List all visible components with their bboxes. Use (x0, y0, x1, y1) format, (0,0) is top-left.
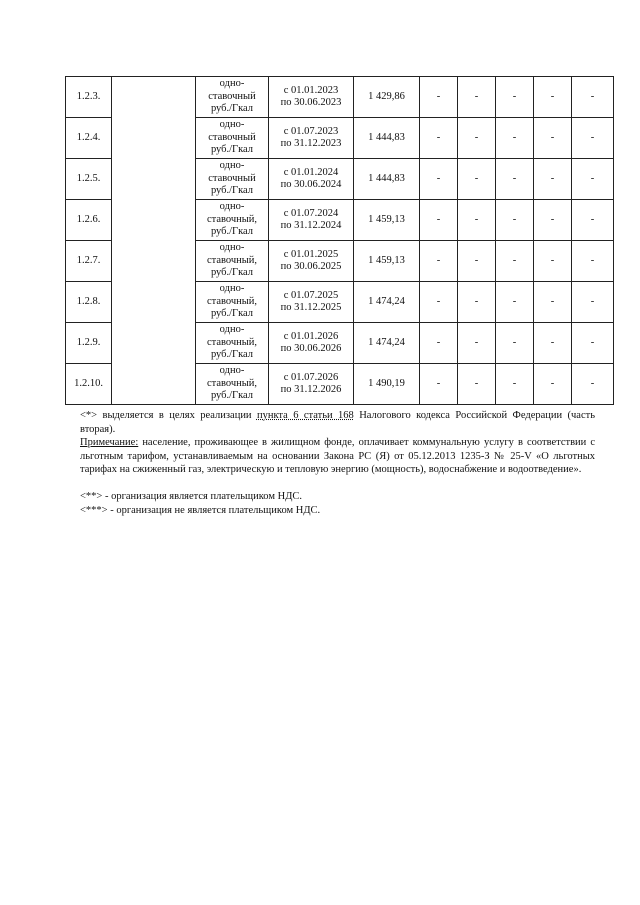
tariff-period: с 01.07.2024 по 31.12.2024 (269, 200, 354, 241)
tariff-unit: одно- ставочный, руб./Гкал (196, 364, 269, 405)
empty-value-cell: - (496, 77, 534, 118)
empty-value-cell: - (458, 323, 496, 364)
empty-value-cell: - (458, 241, 496, 282)
tariff-price: 1 429,86 (354, 77, 420, 118)
empty-value-cell: - (496, 241, 534, 282)
row-number: 1.2.8. (66, 282, 112, 323)
row-number: 1.2.3. (66, 77, 112, 118)
empty-value-cell: - (496, 118, 534, 159)
empty-value-cell: - (534, 241, 572, 282)
vat-nonpayer-note: <***> - организация не является плательщиком НДС. (80, 504, 321, 516)
tariff-table (65, 76, 614, 405)
tariff-unit: одно- ставочный, руб./Гкал (196, 323, 269, 364)
empty-value-cell: - (420, 241, 458, 282)
empty-value-cell: - (534, 282, 572, 323)
tariff-unit: одно- ставочный руб./Гкал (196, 159, 269, 200)
empty-value-cell: - (420, 200, 458, 241)
tariff-period: с 01.07.2023 по 31.12.2023 (269, 118, 354, 159)
remark-paragraph (80, 436, 595, 477)
empty-value-cell: - (572, 282, 614, 323)
tariff-price: 1 459,13 (354, 200, 420, 241)
empty-value-cell: - (496, 200, 534, 241)
empty-value-cell: - (420, 118, 458, 159)
tariff-period: с 01.01.2026 по 30.06.2026 (269, 323, 354, 364)
empty-value-cell: - (534, 364, 572, 405)
tariff-unit: одно- ставочный, руб./Гкал (196, 282, 269, 323)
notes-section (80, 409, 595, 517)
tariff-price: 1 444,83 (354, 159, 420, 200)
tariff-price: 1 444,83 (354, 118, 420, 159)
empty-value-cell: - (572, 77, 614, 118)
tariff-price: 1 459,13 (354, 241, 420, 282)
tariff-price: 1 490,19 (354, 364, 420, 405)
empty-value-cell: - (572, 200, 614, 241)
merged-name-cell (112, 77, 196, 405)
empty-value-cell: - (496, 364, 534, 405)
empty-value-cell: - (458, 200, 496, 241)
empty-value-cell: - (496, 323, 534, 364)
tariff-price: 1 474,24 (354, 323, 420, 364)
row-number: 1.2.4. (66, 118, 112, 159)
empty-value-cell: - (420, 159, 458, 200)
empty-value-cell: - (496, 282, 534, 323)
row-number: 1.2.9. (66, 323, 112, 364)
tariff-table-body (66, 77, 614, 405)
tariff-period: с 01.07.2025 по 31.12.2025 (269, 282, 354, 323)
empty-value-cell: - (458, 77, 496, 118)
tariff-period: с 01.01.2024 по 30.06.2024 (269, 159, 354, 200)
empty-value-cell: - (420, 282, 458, 323)
tariff-period: с 01.01.2023 по 30.06.2023 (269, 77, 354, 118)
empty-value-cell: - (420, 323, 458, 364)
footnote-text-end: Налогового кодекса Российской Федерации (часть вторая). (80, 410, 596, 435)
empty-value-cell: - (458, 118, 496, 159)
empty-value-cell: - (534, 200, 572, 241)
empty-value-cell: - (534, 118, 572, 159)
footnote-marker: <*> (80, 410, 98, 421)
tariff-unit: одно- ставочный руб./Гкал (196, 118, 269, 159)
empty-value-cell: - (534, 159, 572, 200)
empty-value-cell: - (572, 364, 614, 405)
tariff-unit: одно- ставочный, руб./Гкал (196, 241, 269, 282)
row-number: 1.2.10. (66, 364, 112, 405)
empty-value-cell: - (458, 159, 496, 200)
empty-value-cell: - (496, 159, 534, 200)
footnote-vat-allocation (80, 409, 595, 436)
remark-label: Примечание: (80, 437, 139, 449)
tax-code-link[interactable]: пункта 6 статьи 168 (256, 410, 354, 421)
empty-value-cell: - (420, 77, 458, 118)
empty-value-cell: - (458, 364, 496, 405)
footnote-text: выделяется в целях реализации (97, 410, 257, 421)
row-number: 1.2.7. (66, 241, 112, 282)
table-row (66, 77, 614, 118)
tariff-price: 1 474,24 (354, 282, 420, 323)
empty-value-cell: - (534, 323, 572, 364)
empty-value-cell: - (572, 118, 614, 159)
tariff-unit: одно- ставочный, руб./Гкал (196, 200, 269, 241)
tariff-period: с 01.07.2026 по 31.12.2026 (269, 364, 354, 405)
empty-value-cell: - (572, 241, 614, 282)
vat-payer-note: <**> - организация является плательщиком НДС. (80, 490, 302, 502)
row-number: 1.2.6. (66, 200, 112, 241)
empty-value-cell: - (534, 77, 572, 118)
empty-value-cell: - (458, 282, 496, 323)
tariff-unit: одно- ставочный руб./Гкал (196, 77, 269, 118)
remark-text: население, проживающее в жилищном фонде, оплачивает коммунальную услугу в соответствии с льготным тарифом, устанавливаемым на основании Закона РС (Я) от 05.12.2013 1235-З № 25-V «О льготных тарифах на сжиженный газ, электрическую и тепловую энергию (мощность), водоснабжение и водоотведение». (80, 437, 595, 476)
empty-value-cell: - (420, 364, 458, 405)
tariff-period: с 01.01.2025 по 30.06.2025 (269, 241, 354, 282)
empty-value-cell: - (572, 323, 614, 364)
empty-value-cell: - (572, 159, 614, 200)
row-number: 1.2.5. (66, 159, 112, 200)
